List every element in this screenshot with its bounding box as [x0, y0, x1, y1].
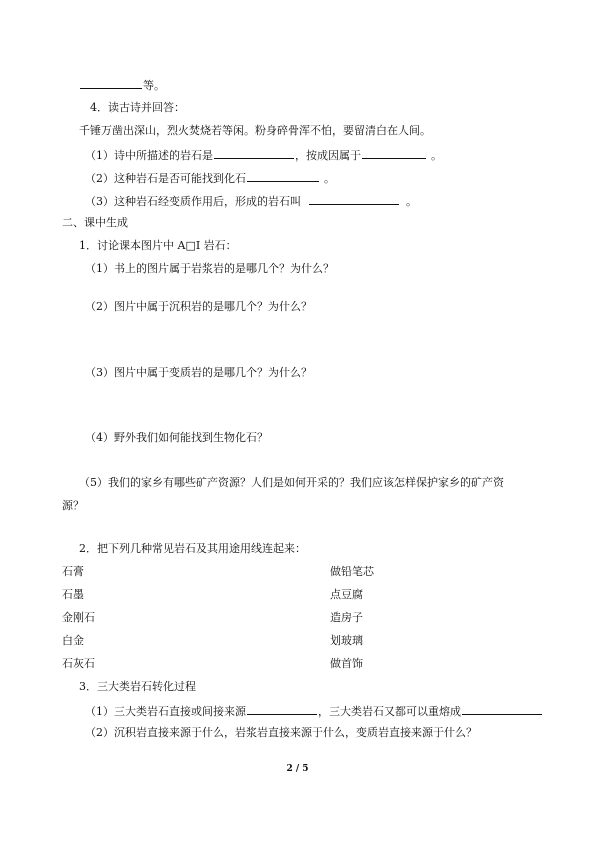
page-number: 2 / 5 — [286, 764, 309, 774]
poem-text: 千锤万凿出深山，烈火焚烧若等闲。粉身碎骨浑不怕，要留清白在人间。 — [79, 124, 431, 137]
use-item: 点豆腐 — [330, 588, 363, 601]
use-item: 造房子 — [330, 611, 363, 624]
q4-sub2 — [85, 170, 335, 186]
q3-sub2: （2）沉积岩直接来源于什么，岩浆岩直接来源于什么，变质岩直接来源于什么？ — [85, 726, 477, 739]
use-item: 做首饰 — [330, 657, 363, 670]
rock-item: 石膏 — [62, 565, 84, 578]
answer-blank[interactable] — [80, 77, 142, 89]
section-heading: 二、课中生成 — [62, 216, 128, 229]
tail-text: 等。 — [143, 79, 165, 92]
q1-sub5-line1: （5）我们的家乡有哪些矿产资源？人们是如何开采的？我们应该怎样保护家乡的矿产资 — [79, 476, 504, 489]
answer-blank[interactable] — [247, 703, 317, 715]
use-item: 划玻璃 — [330, 634, 363, 647]
q4-sub2-prefix: （2）这种岩石是否可能找到化石 — [85, 172, 246, 185]
q4-sub3-end: 。 — [406, 195, 417, 208]
rock-item: 石灰石 — [62, 657, 95, 670]
answer-blank[interactable] — [214, 147, 294, 159]
answer-blank[interactable] — [362, 147, 426, 159]
q3-sub1 — [85, 703, 543, 719]
q3-sub1-prefix: （1）三大类岩石直接或间接来源 — [85, 705, 246, 718]
q3-sub1-middle: ，三大类岩石又都可以重熔成 — [318, 705, 461, 718]
q4-sub1-middle: ，按成因属于 — [295, 149, 361, 162]
q1-sub4: （4）野外我们如何能找到生物化石？ — [85, 431, 268, 444]
q1-sub5-line2: 源？ — [62, 499, 84, 512]
q4-sub3-prefix: （3）这种岩石经变质作用后，形成的岩石叫 — [85, 195, 301, 208]
answer-blank[interactable] — [247, 170, 319, 182]
q4-sub2-end: 。 — [324, 172, 335, 185]
answer-blank[interactable] — [462, 703, 542, 715]
question-1-title: 1．讨论课本图片中 A□I 岩石： — [79, 239, 237, 252]
use-item: 做铅笔芯 — [330, 565, 374, 578]
answer-blank[interactable] — [309, 193, 399, 205]
previous-question-tail — [79, 77, 165, 93]
q4-sub1-prefix: （1）诗中所描述的岩石是 — [85, 149, 213, 162]
q1-sub3: （3）图片中属于变质岩的是哪几个？为什么？ — [85, 366, 312, 379]
question-3-title: 3．三大类岩石转化过程 — [79, 680, 196, 693]
rock-item: 白金 — [62, 634, 84, 647]
question-4-title: 4．读古诗并回答： — [90, 101, 185, 114]
rock-item: 金刚石 — [62, 611, 95, 624]
q4-sub1 — [85, 147, 442, 163]
q4-sub3 — [85, 193, 417, 209]
rock-item: 石墨 — [62, 588, 84, 601]
question-2-title: 2．把下列几种常见岩石及其用途用线连起来： — [79, 542, 306, 555]
q1-sub2: （2）图片中属于沉积岩的是哪几个？为什么？ — [85, 300, 312, 313]
q4-sub1-end: 。 — [431, 149, 442, 162]
q1-sub1: （1）书上的图片属于岩浆岩的是哪几个？为什么？ — [85, 262, 334, 275]
